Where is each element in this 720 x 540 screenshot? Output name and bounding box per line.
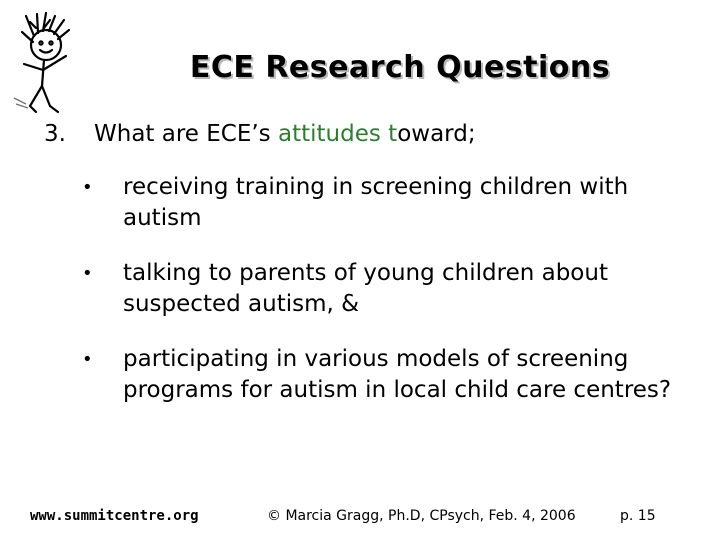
- footer-url: www.summitcentre.org: [30, 508, 199, 524]
- question-highlight-letter: t: [388, 121, 398, 147]
- question-line: [44, 121, 476, 147]
- bullet-text: talking to parents of young children about suspected autism, &: [123, 260, 608, 317]
- bullet-item: [82, 258, 702, 320]
- question-text-before: What are ECE’s: [94, 121, 278, 147]
- question-highlight-word: attitudes: [277, 121, 381, 147]
- bullet-dot: •: [82, 263, 93, 284]
- bullet-item: [82, 172, 702, 234]
- bullet-text: participating in various models of screening programs for autism in local child care centres?: [123, 346, 672, 403]
- bullet-item: [82, 344, 702, 406]
- question-number: 3.: [44, 121, 66, 147]
- footer-page-number: p. 15: [620, 508, 656, 524]
- bullet-text: receiving training in screening children with autism: [123, 174, 629, 231]
- bullet-dot: •: [82, 177, 93, 198]
- stick-figure-icon: [6, 8, 76, 116]
- slide-title: ECE Research Questions: [189, 50, 611, 85]
- question-text-after: oward;: [397, 121, 476, 147]
- bullet-list: [82, 172, 702, 430]
- bullet-dot: •: [82, 349, 93, 370]
- footer-copyright: © Marcia Gragg, Ph.D, CPsych, Feb. 4, 2006: [267, 508, 576, 524]
